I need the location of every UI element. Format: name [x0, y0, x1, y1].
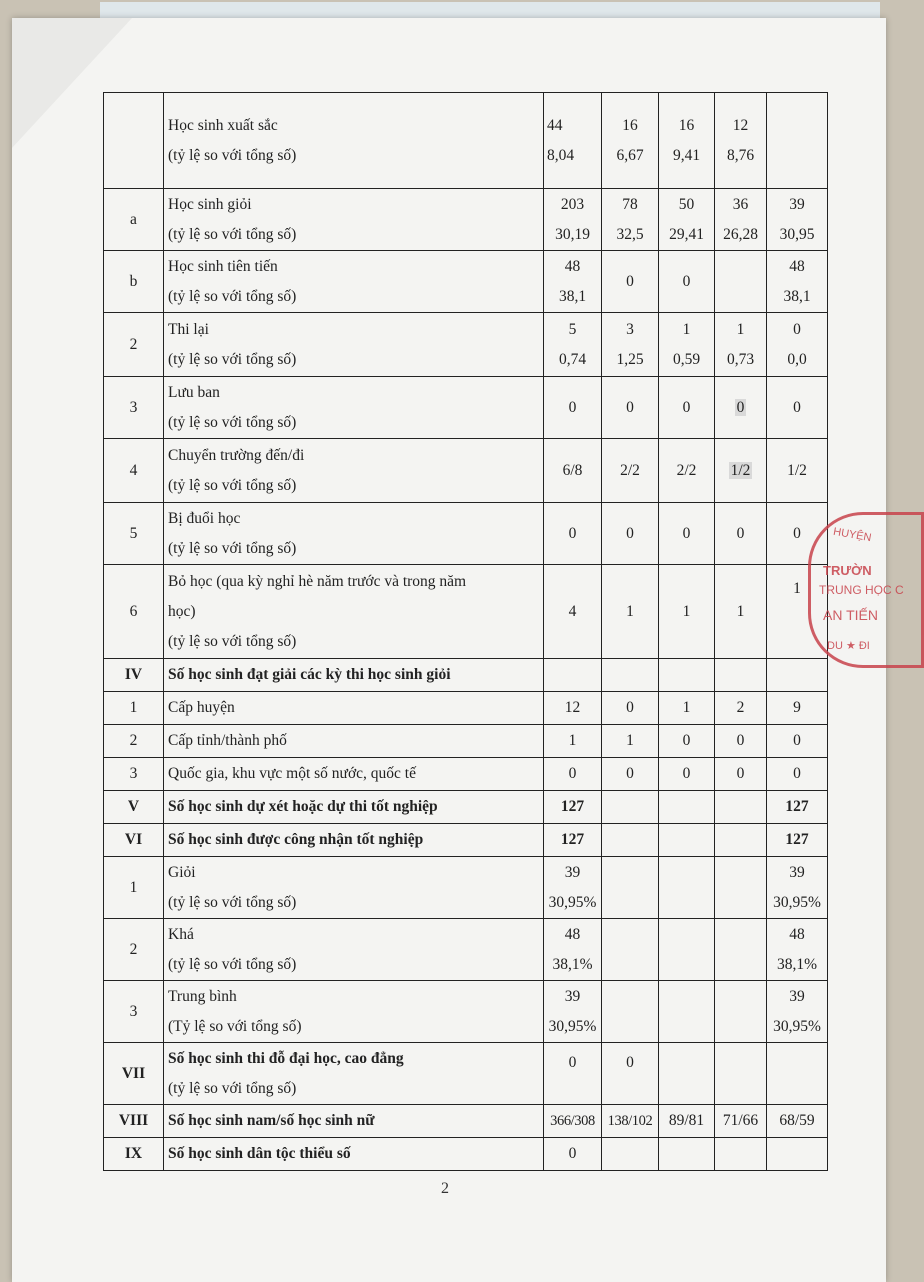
table-row — [104, 251, 828, 313]
cell-value: 39 — [564, 987, 581, 1005]
row-index: a — [104, 189, 164, 251]
section-row — [104, 1138, 828, 1171]
cell — [715, 919, 767, 981]
row-label: Cấp huyện — [164, 692, 544, 725]
cell — [602, 857, 659, 919]
cell-value: 9 — [767, 692, 828, 725]
section-title-main: Số học sinh thi đỗ đại học, cao đẳng — [168, 1049, 404, 1067]
table-row — [104, 692, 828, 725]
row-index: 6 — [104, 565, 164, 659]
cell-value: 0 — [767, 725, 828, 758]
cell-rate: 30,95% — [548, 1017, 597, 1035]
row-label — [164, 503, 544, 565]
cell — [767, 313, 828, 377]
cell — [767, 1043, 828, 1105]
cell — [544, 251, 602, 313]
cell-value-highlighted: 1/2 — [730, 461, 751, 479]
cell-rate: 0,59 — [672, 350, 701, 368]
section-row — [104, 659, 828, 692]
row-label-main: Chuyển trường đến/đi — [168, 446, 305, 464]
cell — [602, 313, 659, 377]
cell-rate: 0,73 — [726, 350, 755, 368]
row-label-sub: (Tỷ lệ so với tổng số) — [168, 1017, 302, 1035]
cell — [715, 93, 767, 189]
cell-value: 12 — [544, 692, 602, 725]
row-index: 2 — [104, 313, 164, 377]
cell — [715, 659, 767, 692]
cell — [659, 919, 715, 981]
cell-value-highlighted: 0 — [736, 398, 745, 416]
cell-value: 2 — [715, 692, 767, 725]
table-row — [104, 313, 828, 377]
cell — [715, 377, 767, 439]
cell-value: 127 — [544, 824, 602, 857]
cell — [602, 981, 659, 1043]
section-title: Số học sinh dân tộc thiểu số — [164, 1138, 544, 1171]
cell-value: 2/2 — [659, 439, 715, 503]
row-label: Quốc gia, khu vực một số nước, quốc tế — [164, 758, 544, 791]
table-row — [104, 857, 828, 919]
section-row — [104, 824, 828, 857]
cell-value: 127 — [767, 824, 828, 857]
row-index — [104, 93, 164, 189]
stamp-text: HUYỆN — [832, 525, 873, 545]
row-label-main: Bỏ học (qua kỳ nghỉ hè năm trước và trong năm — [168, 572, 467, 590]
row-label: Cấp tỉnh/thành phố — [164, 725, 544, 758]
row-label-main: Học sinh tiên tiến — [168, 257, 278, 275]
cell — [659, 981, 715, 1043]
cell — [659, 659, 715, 692]
cell — [715, 1043, 767, 1105]
cell-value: 89/81 — [659, 1105, 715, 1138]
cell-rate: 30,19 — [555, 225, 590, 243]
row-label-main: Học sinh giỏi — [168, 195, 252, 213]
cell — [715, 824, 767, 857]
cell-value: 1 — [659, 692, 715, 725]
cell-value: 0 — [659, 377, 715, 439]
page-number: 2 — [441, 1180, 449, 1197]
section-index: IV — [104, 659, 164, 692]
cell — [715, 313, 767, 377]
cell-value: 1 — [736, 320, 745, 338]
cell — [659, 824, 715, 857]
cell-value: 0 — [602, 377, 659, 439]
table-row — [104, 758, 828, 791]
cell-value: 0 — [767, 503, 828, 565]
cell-value: 0 — [602, 758, 659, 791]
cell-rate: 29,41 — [669, 225, 704, 243]
section-title: Số học sinh đạt giải các kỳ thi học sinh giỏi — [164, 659, 544, 692]
table-row — [104, 93, 828, 189]
cell-value: 1 — [659, 565, 715, 659]
row-label-sub: (tỷ lệ so với tổng số) — [168, 413, 297, 431]
section-title: Số học sinh nam/số học sinh nữ — [164, 1105, 544, 1138]
row-index: 5 — [104, 503, 164, 565]
table-row — [104, 919, 828, 981]
cell-value: 0 — [659, 503, 715, 565]
cell-value: 1 — [602, 725, 659, 758]
cell-value: 0 — [602, 692, 659, 725]
cell-value: 0 — [544, 1138, 602, 1171]
cell — [659, 857, 715, 919]
cell — [602, 189, 659, 251]
cell — [602, 93, 659, 189]
cell-value: 366/308 — [544, 1105, 602, 1138]
row-label-main: Lưu ban — [168, 383, 220, 401]
cell-rate: 30,95% — [548, 893, 597, 911]
cell — [767, 857, 828, 919]
cell-rate: 6,67 — [616, 146, 644, 164]
cell — [767, 659, 828, 692]
cell-value: 0 — [544, 503, 602, 565]
cell — [544, 93, 602, 189]
cell-value: 0 — [767, 758, 828, 791]
cell — [544, 919, 602, 981]
row-label-sub: (tỷ lệ so với tổng số) — [168, 146, 297, 164]
cell-value: 5 — [568, 320, 577, 338]
cell — [767, 919, 828, 981]
cell — [659, 313, 715, 377]
row-index: 1 — [104, 857, 164, 919]
cell-rate: 26,28 — [723, 225, 758, 243]
cell-value: 1 — [544, 725, 602, 758]
cell — [715, 1138, 767, 1171]
cell — [544, 189, 602, 251]
cell-value: 0 — [767, 377, 828, 439]
row-label — [164, 377, 544, 439]
cell — [659, 1138, 715, 1171]
cell-rate: 8,76 — [726, 146, 755, 164]
cell-value: 0 — [659, 725, 715, 758]
cell-rate: 38,1 — [558, 287, 587, 305]
cell-rate: 38,1% — [552, 955, 593, 973]
cell-value: 0 — [682, 272, 691, 290]
section-row — [104, 1105, 828, 1138]
cell — [767, 1138, 828, 1171]
cell — [715, 189, 767, 251]
row-label — [164, 919, 544, 981]
cell — [659, 189, 715, 251]
cell-value: 0 — [715, 725, 767, 758]
section-row — [104, 1043, 828, 1105]
cell — [659, 251, 715, 313]
section-index: IX — [104, 1138, 164, 1171]
cell-value: 1/2 — [767, 439, 828, 503]
cell — [602, 919, 659, 981]
section-index: VII — [104, 1043, 164, 1105]
cell-value: 127 — [544, 791, 602, 824]
cell-value: 0 — [659, 758, 715, 791]
row-label — [164, 251, 544, 313]
cell-value: 48 — [564, 257, 581, 275]
cell — [715, 439, 767, 503]
table-row — [104, 439, 828, 503]
cell-value: 2/2 — [602, 439, 659, 503]
cell-value: 0 — [544, 377, 602, 439]
cell — [767, 981, 828, 1043]
row-label — [164, 565, 544, 659]
row-label-sub: (tỷ lệ so với tổng số) — [168, 287, 297, 305]
row-label-main: Bị đuổi học — [168, 509, 241, 527]
row-label-main: Khá — [168, 925, 194, 943]
cell-rate: 0,74 — [558, 350, 587, 368]
cell-value: 48 — [564, 925, 581, 943]
cell-value: 1 — [682, 320, 691, 338]
cell-value: 4 — [544, 565, 602, 659]
cell — [544, 857, 602, 919]
cell-value: 0 — [602, 1043, 659, 1105]
row-label-sub: (tỷ lệ so với tổng số) — [168, 893, 297, 911]
row-label-sub: (tỷ lệ so với tổng số) — [168, 539, 297, 557]
statistics-table — [103, 92, 828, 1171]
row-label-main: Học sinh xuất sắc — [168, 116, 278, 134]
row-label-main: Trung bình — [168, 987, 237, 1005]
cell-value: 39 — [789, 863, 805, 881]
cell — [715, 981, 767, 1043]
row-index: 1 — [104, 692, 164, 725]
cell-value: 48 — [789, 925, 805, 943]
cell-rate: 32,5 — [616, 225, 644, 243]
row-label-sub: (tỷ lệ so với tổng số) — [168, 955, 297, 973]
row-index: 2 — [104, 725, 164, 758]
cell-value: 203 — [560, 195, 585, 213]
cell-value: 1 — [602, 565, 659, 659]
row-index: 3 — [104, 758, 164, 791]
section-index: VIII — [104, 1105, 164, 1138]
cell — [602, 659, 659, 692]
cell-value: 1 — [715, 565, 767, 659]
cell-value: 39 — [789, 987, 805, 1005]
table-row — [104, 503, 828, 565]
stamp-text: TRƯỜN — [823, 563, 872, 578]
cell-value: 0 — [793, 320, 801, 338]
row-label — [164, 189, 544, 251]
cell — [544, 981, 602, 1043]
row-label-sub: (tỷ lệ so với tổng số) — [168, 350, 297, 368]
row-label-sub: (tỷ lệ so với tổng số) — [168, 632, 297, 650]
cell-rate: 9,41 — [672, 146, 701, 164]
cell-value: 6/8 — [544, 439, 602, 503]
row-index: 4 — [104, 439, 164, 503]
cell-value: 1 — [767, 565, 828, 659]
row-label — [164, 857, 544, 919]
stamp-text: AN TIẾN — [823, 607, 878, 623]
table-row — [104, 189, 828, 251]
cell-value: 0 — [626, 272, 634, 290]
cell — [659, 791, 715, 824]
cell-value: 0 — [544, 758, 602, 791]
cell-value: 16 — [622, 116, 638, 134]
cell-value: 39 — [564, 863, 581, 881]
cell-rate: 30,95% — [773, 893, 821, 911]
cell-value: 71/66 — [715, 1105, 767, 1138]
cell-rate: 8,04 — [547, 146, 575, 164]
cell-value: 48 — [789, 257, 805, 275]
section-title: Số học sinh dự xét hoặc dự thi tốt nghiệp — [164, 791, 544, 824]
table-row — [104, 981, 828, 1043]
cell-value: 0 — [602, 503, 659, 565]
cell — [602, 824, 659, 857]
cell — [602, 1138, 659, 1171]
cell-rate: 1,25 — [616, 350, 644, 368]
cell — [715, 251, 767, 313]
table-row — [104, 377, 828, 439]
cell-value: 16 — [678, 116, 695, 134]
cell-rate: 0,0 — [787, 350, 807, 368]
row-label-main: Giỏi — [168, 863, 196, 881]
section-title — [164, 1043, 544, 1105]
section-title: Số học sinh được công nhận tốt nghiệp — [164, 824, 544, 857]
cell-value: 0 — [715, 758, 767, 791]
row-index: b — [104, 251, 164, 313]
section-index: V — [104, 791, 164, 824]
row-index: 3 — [104, 981, 164, 1043]
cell-value: 50 — [678, 195, 695, 213]
cell-value: 78 — [622, 195, 638, 213]
cell — [767, 251, 828, 313]
cell-value: 127 — [767, 791, 828, 824]
cell-value: 138/102 — [602, 1105, 659, 1138]
statistics-table-wrapper — [103, 92, 827, 1171]
row-label-main: Thi lại — [168, 320, 209, 338]
cell — [659, 1043, 715, 1105]
row-label — [164, 439, 544, 503]
cell — [544, 659, 602, 692]
section-row — [104, 791, 828, 824]
cell-value: 39 — [789, 195, 805, 213]
cell-rate: 38,1% — [776, 955, 818, 973]
cell — [544, 313, 602, 377]
cell-value: 0 — [715, 503, 767, 565]
table-row — [104, 565, 828, 659]
cell-value: 36 — [732, 195, 749, 213]
cell-value: 3 — [626, 320, 634, 338]
row-index: 2 — [104, 919, 164, 981]
row-label-sub: (tỷ lệ so với tổng số) — [168, 225, 297, 243]
row-label — [164, 313, 544, 377]
cell — [602, 791, 659, 824]
cell-rate: 38,1 — [783, 287, 811, 305]
row-label — [164, 981, 544, 1043]
stamp-text: TRUNG HỌC C — [819, 583, 904, 597]
cell — [767, 93, 828, 189]
cell-value: 68/59 — [767, 1105, 828, 1138]
cell — [767, 189, 828, 251]
cell — [659, 93, 715, 189]
school-seal-stamp — [808, 512, 924, 668]
row-index: 3 — [104, 377, 164, 439]
row-label-main-cont: học) — [168, 602, 196, 620]
row-label — [164, 93, 544, 189]
stamp-text: DU ★ ĐI — [827, 640, 870, 652]
cell-value: 12 — [732, 116, 749, 134]
cell — [602, 251, 659, 313]
cell — [715, 857, 767, 919]
section-index: VI — [104, 824, 164, 857]
cell — [715, 791, 767, 824]
section-title-sub: (tỷ lệ so với tổng số) — [168, 1079, 297, 1097]
cell-value: 0 — [544, 1043, 602, 1105]
row-label-sub: (tỷ lệ so với tổng số) — [168, 476, 297, 494]
cell-value: 44 — [547, 116, 563, 134]
cell-rate: 30,95 — [779, 225, 815, 243]
table-row — [104, 725, 828, 758]
cell-rate: 30,95% — [773, 1017, 821, 1035]
